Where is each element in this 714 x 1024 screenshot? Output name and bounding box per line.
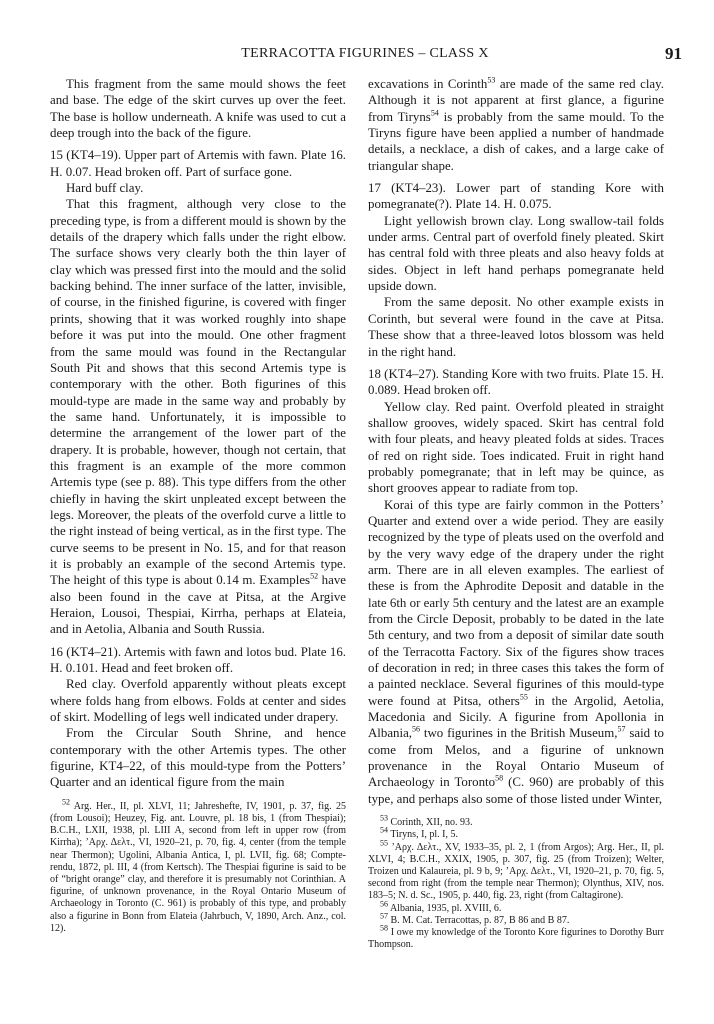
entry-16-heading: 16 (KT4–21). Artemis with fawn and lotos bud. Plate 16. H. 0.101. Head and feet broken off. — [50, 644, 346, 676]
footnote-55-number: 55 — [380, 838, 388, 848]
continuation-text-c: is probably from the same mould. To the Tiryns figure have been applied a number of handmade details, a necklace, a dish of cakes, and a large cake of triangular shape. — [368, 109, 664, 173]
entry-15-heading: 15 (KT4–19). Upper part of Artemis with fawn. Plate 16. H. 0.07. Head broken off. Part of surface gone. — [50, 148, 346, 179]
footnote-56 — [368, 899, 664, 915]
footnote-ref-57: 57 — [617, 725, 626, 735]
footnote-52-text: Arg. Her., II, pl. XLVI, 11; Jahreshefte, IV, 1901, p. 37, fig. 25 (from Lousoi); Heuzey, Fig. ant. Louvre, pl. 18 bis, 1 (from Thespiai); B.C.H., LXII, 1938, pl. LIII A, second from left in upper row (from Kirrha); ’Αρχ. Δελτ., VI, 1920–21, p. 70, fig. 4, center (from the temple near Thermon); Ugolini, Albania Antica, I, pl. LVII, fig. 68; Compte-rendu, 1872, pl. III, 4 (from Kertsch). The Thespiai figurine is said to be of “bright orange” clay, and therefore it is presumably not Corinthian. A figurine, of unknown provenance, in the Royal Ontario Museum of Archaeology in Toronto (C. 961) is probably of this type, and probably also a figurine in Bonn from Elateia (Jahrbuch, V, 1890, Arch. Anz., col. 12). — [50, 800, 346, 934]
entry-18-description: Yellow clay. Red paint. Overfold pleated in straight shallow grooves, widely spaced. Skirt has central fold with four pleats, and heavy pleated folds at sides. Traces of red on right side. Toes indicated. Fruit in right hand probably pomegranate; that in left may be quince, as short grooves appear to radiate from top. — [368, 399, 664, 496]
entry-15-discussion — [50, 196, 346, 637]
entry-15-clay: Hard buff clay. — [66, 181, 144, 196]
footnote-53 — [368, 813, 664, 829]
continuation-text-a: excavations in Corinth — [368, 77, 488, 91]
left-column — [50, 76, 346, 935]
footnote-55 — [368, 838, 664, 903]
footnote-58 — [368, 923, 664, 951]
footnote-54-text: Tiryns, I, pl. I, 5. — [388, 829, 459, 841]
footnote-ref-56: 56 — [412, 725, 421, 735]
footnote-52-number: 52 — [62, 797, 70, 807]
page-number: 91 — [665, 44, 682, 63]
footnote-55-text: ’Αρχ. Δελτ., XV, 1933–35, pl. 2, 1 (from Argos); Arg. Her., II, pl. XLVI, 4; B.C.H., XXIX, 1905, p. 307, fig. 25 (from Troizen); Welter, Troizen und Kalaureia, pl. 9 b, 9; ’Αρχ. Δελτ., VI, 1920–21, p. 70, fig. 5, second from right (from the temple near Thermon); Olynthus, XIV, nos. 183–5; N. d. Sc., 1905, p. 440, fig. 23, right (from Caltagirone). — [368, 841, 664, 902]
continuation-text-b: are made of the same red clay. Although it is not apparent at first glance, a figurine from Tiryns — [368, 77, 664, 124]
footnote-54-number: 54 — [380, 826, 388, 835]
footnote-ref-58: 58 — [495, 774, 504, 784]
entry-16-description: Red clay. Overfold apparently without pleats except where folds hang from elbows. Folds at center and sides of skirt. Modelling of legs well indicated under drapery. — [50, 677, 346, 725]
entry-15-discussion-text-b: have also been found in the cave at Pitsa, at the Argive Heraion, Lousoi, Thespiai, Kirrha, perhaps at Elateia, and in Aetolia, Albania and South Russia. — [50, 573, 346, 637]
korai-text-e: (C. 960) are probably of this type, and perhaps also some of those listed under Winter, — [368, 775, 665, 806]
korai-text-b: in the Argolid, Aetolia, Macedonia and Sicily. A figurine from Apollonia in Albania, — [368, 693, 665, 741]
entry-15-discussion-text-a: That this fragment, although very close to the preceding type, is from a different mould is shown by the details of the drapery which falls under the right elbow. The surface shows very clearly both the thin layer of clay which was pressed first into the mould and the solid backing behind. The inner surface of the latter, invisible, of course, in the finished figurine, is covered with finger prints, showing that it was worked roughly into shape before it was put into the mould. One other fragment from the same mould was found in the Rectangular South Pit and shows that this second Artemis type is contemporary with the other. Both figurines of this mould-type are made in the same way and probably by the same hand. Unfortunately, it is impossible to determine the arrangement of the lower part of the drapery. It is probable, however, though not certain, that this fragment is an example of the more common Artemis type (see p. 88). This type differs from the other chiefly in having the skirt unpleated except between the legs. Moreover, the pleats of the overfold curve a little to the right instead of being vertical, as in the first type. The curve seems to be present in No. 15, and for that reason it is probably an example of the second Artemis type. The height of this type is about 0.14 m. Examples — [50, 197, 346, 588]
footnote-56-number: 56 — [380, 899, 388, 909]
footnote-57 — [368, 911, 664, 927]
korai-discussion — [368, 497, 664, 808]
korai-text-d: said to come from Melos, and a figurine of unknown provenance in the Royal Ontario Museum of Archaeology in Toronto — [368, 726, 664, 790]
right-column — [368, 76, 664, 951]
footnote-ref-53: 53 — [487, 75, 496, 85]
entry-17-discussion: From the same deposit. No other example exists in Corinth, but several were found in the cave at Pitsa. These show that a three-leaved lotos blossom was held in the right hand. — [368, 295, 664, 359]
footnotes-left — [50, 797, 346, 935]
footnote-53-number: 53 — [380, 813, 388, 823]
footnote-54 — [368, 826, 664, 841]
footnote-58-number: 58 — [380, 923, 388, 933]
korai-text-c: two figurines in the British Museum, — [420, 726, 618, 741]
footnote-53-text: Corinth, XII, no. 93. — [388, 817, 473, 829]
entry-16-discussion: From the Circular South Shrine, and hence contemporary with the other Artemis types. The other figurine, KT4–22, of this mould-type from the Potters’ Quarter and an identical figure from the main — [50, 726, 346, 790]
footnote-56-text: Albania, 1935, pl. XVIII, 6. — [388, 902, 502, 914]
footnote-52 — [50, 797, 346, 935]
footnote-58-text: I owe my knowledge of the Toronto Kore figurines to Dorothy Burr Thompson. — [368, 926, 664, 951]
footnote-57-number: 57 — [380, 911, 388, 921]
entry-17-heading: 17 (KT4–23). Lower part of standing Kore with pomegranate(?). Plate 14. H. 0.075. — [368, 181, 664, 212]
running-header-title: TERRACOTTA FIGURINES – CLASS X — [241, 46, 489, 61]
entry-18-heading: 18 (KT4–27). Standing Kore with two fruits. Plate 15. H. 0.089. Head broken off. — [368, 366, 664, 398]
footnote-ref-55: 55 — [519, 692, 528, 702]
footnote-57-text: B. M. Cat. Terracottas, p. 87, B 86 and B 87. — [388, 914, 570, 926]
entry-17-description: Light yellowish brown clay. Long swallow-tail folds under arms. Central part of overfold finely pleated. Skirt has central fold with three pleats and also heavy folds at sides. Object in left hand perhaps pomegranate held upside down. — [368, 213, 664, 294]
paragraph-fragment-description: This fragment from the same mould shows the feet and base. The edge of the skirt curves up over the feet. The base is hollow underneath. A knife was used to cut a deep trough into the back of the figure. — [50, 77, 346, 141]
footnote-ref-54: 54 — [430, 108, 439, 118]
footnotes-right — [368, 813, 664, 951]
korai-text-a: Korai of this type are fairly common in the Potters’ Quarter and extend over a wide period. They are easily recognized by the type of pleats used on the overfold and by the very wavy edge of the drapery under the right arm. There are in all eleven examples. The earliest of these is from the Aphrodite Deposit and datable in the late 6th or early 5th century and the latest are an example from the Circle Deposit, probably to be dated in the late 5th century, and two from a deposit of similar date south of the Terracotta Factory. Six of the figures show traces of decoration in red; in three cases this takes the form of a painted necklace. Several figurines of this mould-type were found at Pitsa, others — [368, 497, 664, 708]
footnote-ref-52: 52 — [310, 572, 319, 582]
continuation-paragraph — [368, 76, 664, 174]
